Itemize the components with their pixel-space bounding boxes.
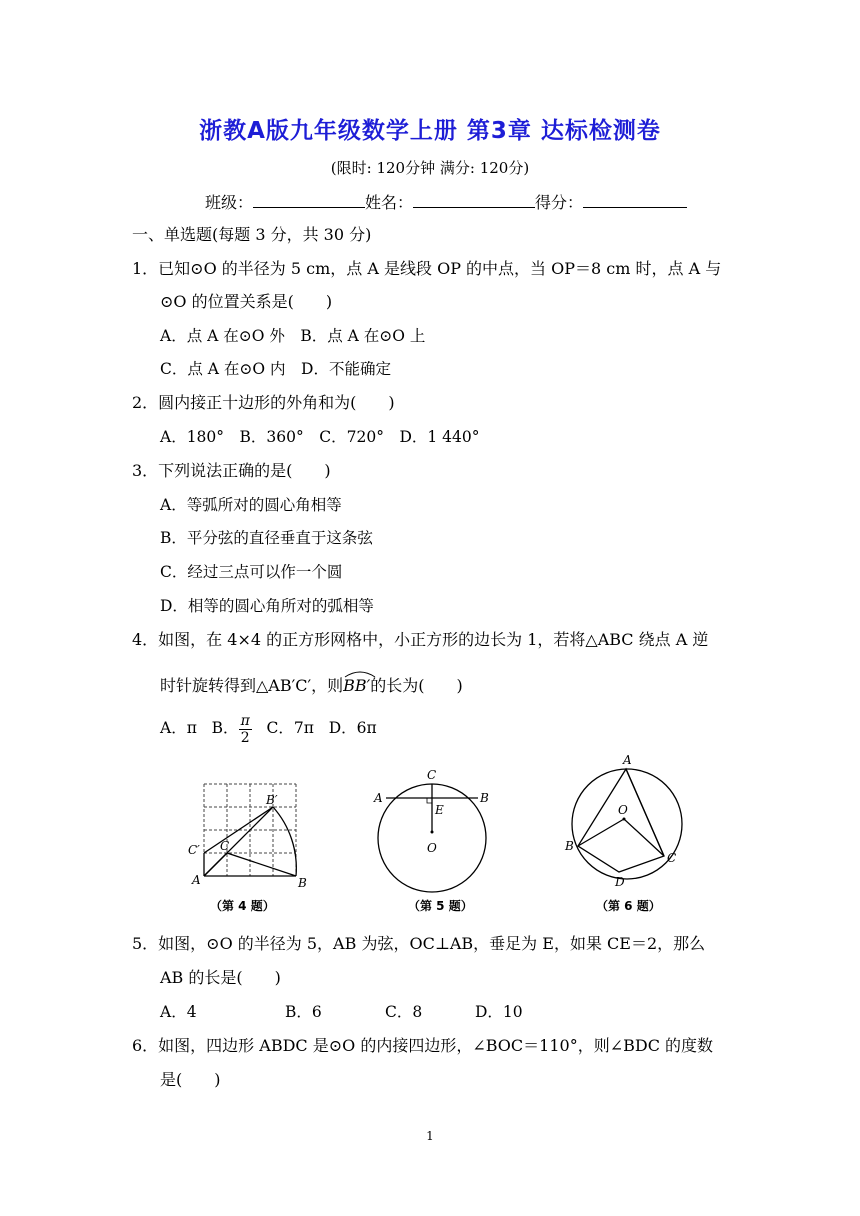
q5-stem-line2: AB 的长是( ) [160, 968, 281, 987]
fig4-label-a: A [192, 873, 201, 887]
q6-stem-line2: 是( ) [160, 1070, 221, 1089]
q1-stem-line2: ⊙O 的位置关系是( ) [160, 292, 333, 311]
q4-option-b-prefix: B． [211, 719, 239, 737]
page-title: 浙教A版九年级数学上册 第3章 达标检测卷 [199, 118, 661, 144]
q4-stem-line2 [160, 676, 463, 696]
q1-options-cd: C．点 A 在⊙O 内 D．不能确定 [160, 360, 391, 378]
name-blank[interactable] [413, 193, 535, 208]
fig5-caption: （第 5 题） [408, 899, 473, 913]
figure-5-circle-chord [370, 760, 510, 900]
q4-stem-part1: 时针旋转得到△AB′C′，则 [160, 676, 344, 695]
fig5-label-b: B [480, 791, 489, 805]
time-score-note: (限时: 120分钟 满分: 120分) [330, 159, 530, 177]
q4-stem-line1: 4．如图，在 4×4 的正方形网格中，小正方形的边长为 1，若将△ABC 绕点 A 逆 [132, 630, 709, 649]
fig4-label-bprime: B′ [266, 793, 278, 807]
section-heading: 一、单选题(每题 3 分，共 30 分) [132, 225, 372, 244]
fig4-label-cprime: C′ [188, 843, 200, 857]
q4-option-c: C．7π [266, 719, 314, 737]
q1-stem-line1: 1．已知⊙O 的半径为 5 cm，点 A 是线段 OP 的中点，当 OP＝8 cm 时，点 A 与 [132, 259, 722, 278]
figure-6-inscribed-quadrilateral [560, 752, 700, 892]
q4-option-d: D．6π [328, 719, 377, 737]
fig6-label-d: D [615, 875, 625, 889]
fig6-label-o: O [618, 803, 628, 817]
q5-option-b: B．6 [285, 1003, 322, 1021]
page-number: 1 [426, 1129, 434, 1143]
q3-option-a: A．等弧所对的圆心角相等 [160, 496, 342, 514]
fig6-label-c: C [667, 851, 677, 865]
class-blank[interactable] [253, 193, 365, 208]
q5-option-a: A．4 [160, 1003, 197, 1021]
q5-stem-line1: 5．如图，⊙O 的半径为 5，AB 为弦，OC⊥AB，垂足为 E，如果 CE＝2，那么 [132, 934, 706, 953]
class-label: 班级： [205, 193, 254, 212]
score-blank[interactable] [583, 193, 687, 208]
pi-over-2-fraction: $\frac{\pi}{2}$ [240, 712, 250, 746]
arc-bbprime: BB′ [343, 676, 370, 696]
arc-mark-icon [343, 670, 377, 678]
q1-options-ab: A．点 A 在⊙O 外 B．点 A 在⊙O 上 [160, 327, 426, 345]
figure-4-grid-rotation [180, 772, 320, 912]
q4-stem-part2: 的长为( ) [370, 676, 463, 695]
q3-stem: 3．下列说法正确的是( ) [132, 461, 331, 480]
q6-stem-line1: 6．如图，四边形 ABDC 是⊙O 的内接四边形，∠BOC＝110°，则∠BDC 的度数 [132, 1036, 714, 1055]
q3-option-b: B．平分弦的直径垂直于这条弦 [160, 529, 373, 547]
fig5-label-e: E [435, 803, 444, 817]
q2-stem: 2．圆内接正十边形的外角和为( ) [132, 393, 395, 412]
fig5-label-c: C [427, 768, 437, 782]
fig5-label-a: A [374, 791, 383, 805]
score-label: 得分： [535, 193, 584, 212]
figures-row [180, 752, 700, 922]
fig4-label-b: B [298, 876, 307, 890]
student-info-line [205, 190, 687, 213]
fig6-label-a: A [623, 753, 632, 767]
fig4-caption: （第 4 题） [210, 899, 275, 913]
q4-options [160, 708, 377, 748]
fig6-caption: （第 6 题） [596, 899, 661, 913]
fig5-label-o: O [427, 841, 437, 855]
q5-option-d: D．10 [475, 1003, 523, 1021]
q5-option-c: C．8 [385, 1003, 423, 1021]
name-label: 姓名： [365, 193, 414, 212]
fig4-label-c: C [220, 839, 230, 853]
q3-option-d: D．相等的圆心角所对的弧相等 [160, 597, 374, 615]
fig6-label-b: B [565, 839, 574, 853]
q2-options: A．180° B．360° C．720° D．1 440° [160, 428, 480, 446]
q3-option-c: C．经过三点可以作一个圆 [160, 563, 343, 581]
q4-option-a: A．π [160, 719, 197, 737]
